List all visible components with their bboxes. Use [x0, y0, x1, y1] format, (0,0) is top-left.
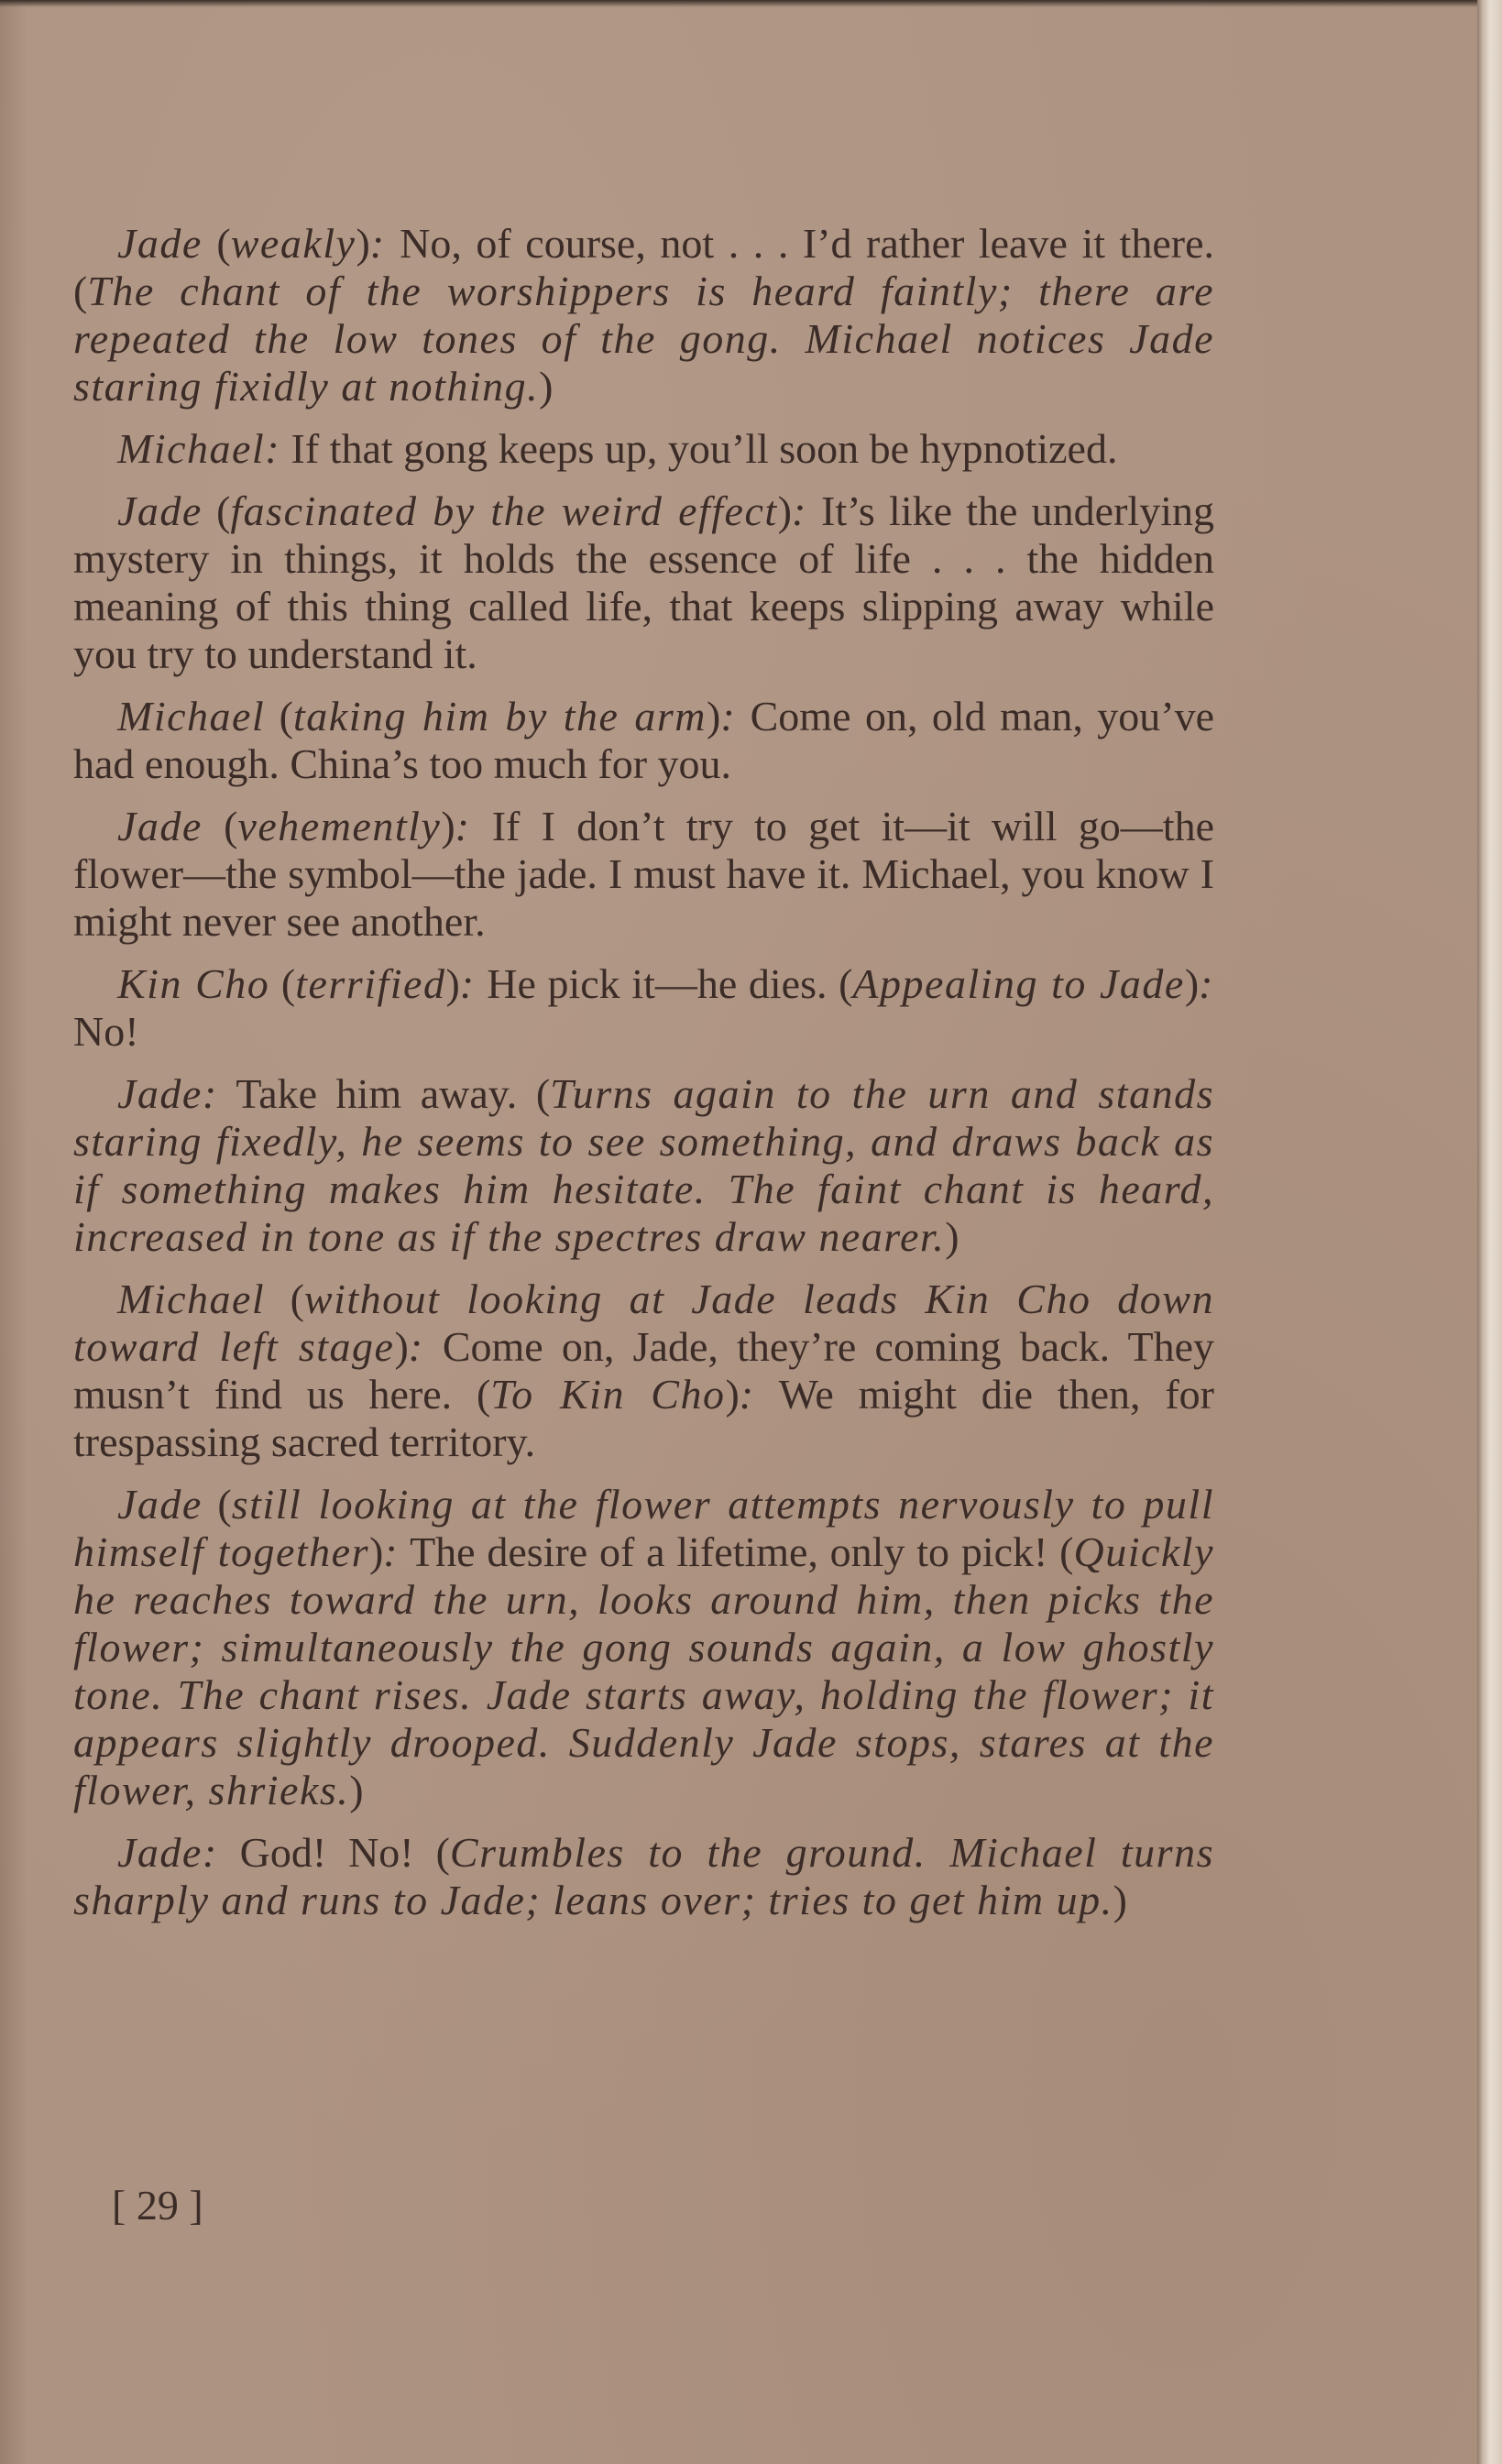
dialogue-text: Come on, Jade, they’re coming back. They musn’t find us here. ( — [73, 1323, 1214, 1418]
stage-direction: : — [720, 693, 737, 739]
stage-direction: Quickly he reaches toward the urn, looks around him, then picks the flower; simultaneously the gong sounds again, a low ghostly tone. The chant rises. Jade starts away, holding the flower; it appears slightly drooped. Suddenly Jade stops, stares at the flower, shrieks. — [73, 1528, 1214, 1813]
stage-direction: : — [459, 960, 476, 1007]
dialogue-text: ) — [368, 1528, 384, 1575]
dialogue-text: The desire of a lifetime, only to pick! ( — [399, 1528, 1074, 1575]
stage-direction: vehemently — [237, 803, 442, 849]
page-top-shadow — [0, 0, 1477, 7]
dialogue-paragraph — [73, 220, 1214, 411]
dialogue-text: ( — [202, 220, 231, 267]
dialogue-text: Take him away. ( — [217, 1070, 551, 1117]
dialogue-text: ( — [265, 1276, 304, 1322]
dialogue-paragraph — [73, 1070, 1214, 1261]
dialogue-text: ) — [441, 803, 455, 849]
dialogue-text: ) — [707, 693, 721, 739]
dialogue-text: ) — [539, 363, 554, 410]
play-text — [73, 220, 1214, 1939]
dialogue-text: ( — [269, 960, 296, 1007]
dialogue-paragraph — [73, 1829, 1214, 1924]
speaker-name: Jade — [117, 220, 203, 267]
speaker-name: Jade — [117, 803, 203, 849]
dialogue-text: He pick it—he dies. ( — [475, 960, 853, 1007]
speaker-name: Michael — [117, 693, 266, 739]
stage-direction: terrified — [295, 960, 446, 1007]
dialogue-text: ) — [1113, 1877, 1127, 1923]
dialogue-text: Come on, old man, you’ve had enough. China’s too much for you. — [73, 693, 1215, 787]
dialogue-paragraph — [73, 425, 1214, 473]
dialogue-text: ) — [394, 1323, 409, 1370]
dialogue-text: No! — [73, 1008, 139, 1055]
stage-direction: To Kin Cho — [490, 1371, 726, 1418]
dialogue-paragraph — [73, 1481, 1214, 1814]
dialogue-text: It’s like the underlying mystery in things, it holds the essence of life . . . the hidden meaning of this thing called life, that keeps slipping away while you try to understand it. — [73, 487, 1214, 677]
stage-direction: : — [1199, 960, 1214, 1007]
dialogue-text: ) — [349, 1767, 364, 1813]
speaker-name: Jade — [117, 487, 203, 534]
dialogue-text: ( — [202, 803, 238, 849]
dialogue-text: ( — [202, 487, 231, 534]
stage-direction: without looking at Jade leads Kin Cho down toward left stage — [73, 1276, 1214, 1370]
stage-direction: : — [791, 487, 807, 534]
stage-direction: taking him by the arm — [293, 693, 707, 739]
dialogue-paragraph — [73, 1276, 1214, 1466]
dialogue-paragraph — [73, 487, 1214, 678]
speaker-name: Jade: — [117, 1829, 218, 1876]
stage-direction: Crumbles to the ground. Michael turns sharply and runs to Jade; leans over; tries to get him up. — [73, 1829, 1214, 1923]
dialogue-text: God! No! ( — [217, 1829, 450, 1876]
speaker-name: Kin Cho — [117, 960, 270, 1007]
stage-direction: : — [408, 1323, 424, 1370]
speaker-name: Jade — [117, 1481, 203, 1528]
dialogue-text: If I don’t try to get it—it will go—the flower—the symbol—the jade. I must have it. Michael, you know I might never see another. — [73, 803, 1214, 945]
dialogue-paragraph — [73, 693, 1214, 788]
dialogue-text: ) — [725, 1371, 740, 1418]
page-number: [ 29 ] — [112, 2182, 203, 2229]
stage-direction: The chant of the worshippers is heard faintly; there are repeated the low tones of the gong. Michael notices Jade staring fixidly at nothing. — [73, 268, 1214, 410]
dialogue-text: ) — [356, 220, 370, 267]
dialogue-paragraph — [73, 803, 1214, 946]
stage-direction: : — [369, 220, 386, 267]
dialogue-paragraph — [73, 960, 1214, 1056]
dialogue-text: ) — [945, 1213, 959, 1260]
speaker-name: Michael — [117, 1276, 266, 1322]
dialogue-text: ( — [202, 1481, 232, 1528]
stage-direction: Turns again to the urn and stands staring fixedly, he seems to see something, and draws back as if something makes him hesitate. The faint chant is heard, increased in tone as if the spectres draw nearer. — [73, 1070, 1214, 1260]
stage-direction: : — [455, 803, 471, 849]
dialogue-text: ) — [445, 960, 460, 1007]
stage-direction: weakly — [230, 220, 356, 267]
stage-direction: still looking at the flower attempts nervously to pull himself together — [73, 1481, 1214, 1575]
dialogue-text: No, of course, not . . . I’d rather leave it there. ( — [73, 220, 1214, 314]
dialogue-text: If that gong keeps up, you’ll soon be hypnotized. — [280, 425, 1118, 472]
stage-direction: : — [739, 1371, 755, 1418]
dialogue-text: We might die then, for trespassing sacred territory. — [73, 1371, 1214, 1465]
speaker-name: Jade: — [117, 1070, 218, 1117]
stage-direction: : — [383, 1528, 400, 1575]
speaker-name: Michael: — [117, 425, 281, 472]
stage-direction: Appealing to Jade — [852, 960, 1185, 1007]
dialogue-text: ( — [265, 693, 293, 739]
page-edge — [1477, 0, 1502, 2464]
dialogue-text: ) — [1184, 960, 1200, 1007]
dialogue-text: ) — [777, 487, 792, 534]
stage-direction: fascinated by the weird effect — [230, 487, 778, 534]
